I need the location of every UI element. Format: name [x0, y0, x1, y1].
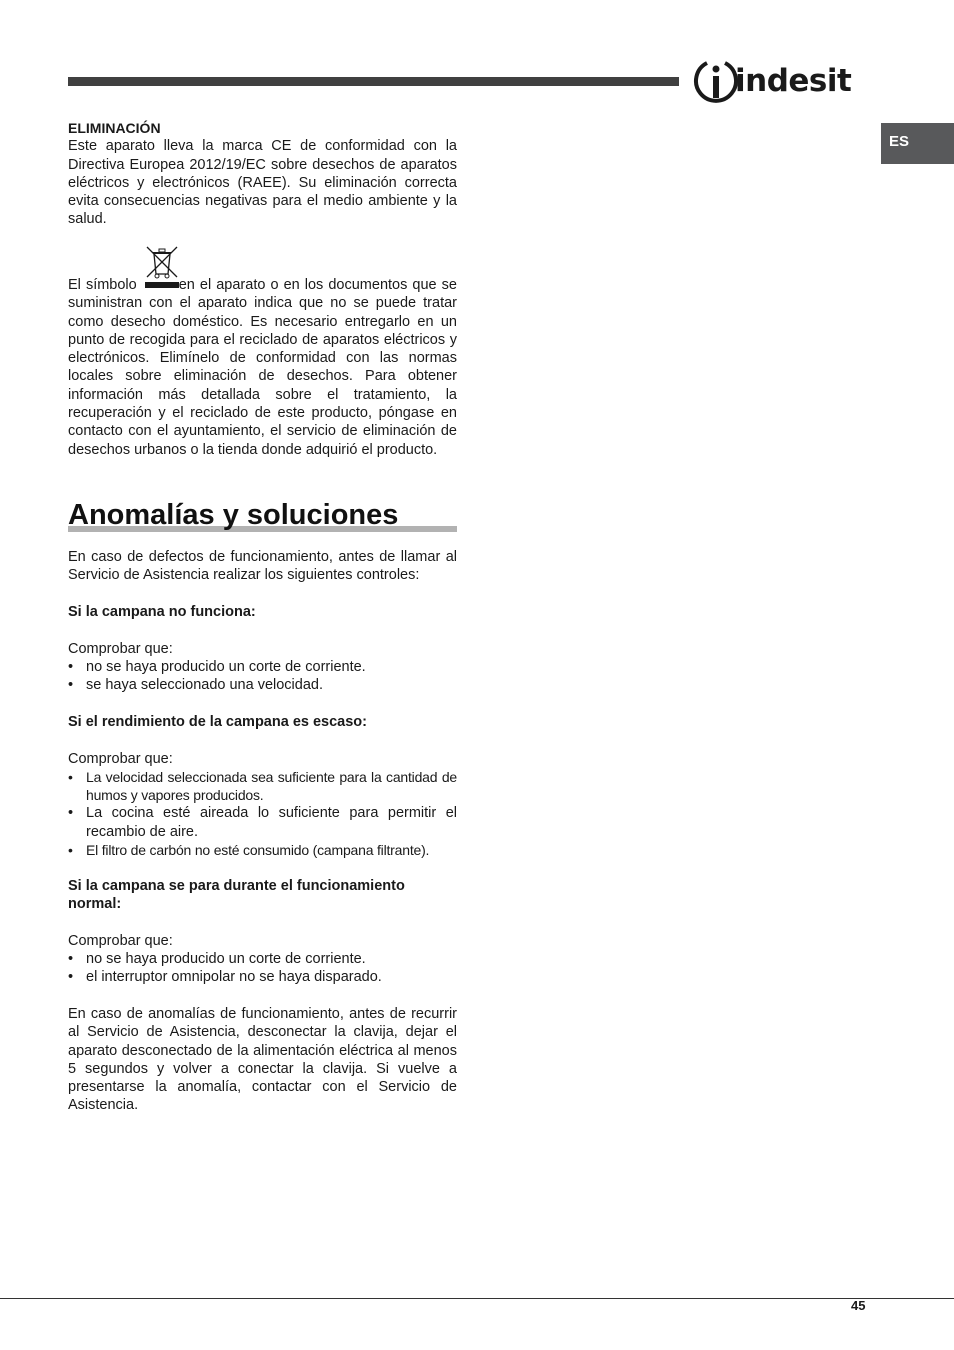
disposal-symbol-section [68, 276, 457, 459]
language-tab: ES [881, 123, 954, 164]
header-bar [68, 77, 679, 86]
case-heading: Si el rendimiento de la campana es escaso: [68, 714, 367, 730]
disposal-section [68, 119, 457, 229]
indesit-logo [693, 57, 871, 107]
case-3 [68, 877, 457, 987]
list-item: • La cocina esté aireada lo suficiente para permitir el recambio de aire. [68, 804, 457, 841]
check-list [68, 658, 457, 695]
troubleshooting-intro [68, 548, 457, 585]
list-item: • se haya seleccionado una velocidad. [68, 676, 457, 694]
page-number: 45 [851, 1298, 866, 1313]
check-label: Comprobar que: [68, 640, 173, 657]
intro-paragraph: En caso de defectos de funcionamiento, antes de llamar al Servicio de Asistencia realizar los siguientes controles: [68, 549, 457, 584]
disposal-paragraph: Este aparato lleva la marca CE de conformidad con la Directiva Europea 2012/19/EC sobre desechos de aparatos eléctricos y electrónicos (RAEE). Su eliminación correcta evita consecuencias negativas para el medio ambiente y la salud. [68, 138, 457, 228]
check-label: Comprobar que: [68, 750, 173, 767]
footer-rule [0, 1298, 954, 1299]
symbol-prefix: El símbolo [68, 277, 137, 293]
logo-mark-icon [693, 57, 739, 107]
case-heading: Si la campana se para durante el funcionamiento normal: [68, 878, 405, 913]
section-title: Anomalías y soluciones [68, 499, 399, 531]
closing-paragraph: En caso de anomalías de funcionamiento, antes de recurrir al Servicio de Asistencia, desconectar la clavija, dejar el aparato desconectado de la alimentación eléctrica al menos 5 segundos y volver a conectar la clavija. Si vuelve a presentarse la anomalía, contactar con el Servicio de Asistencia. [68, 1006, 457, 1114]
case-1 [68, 603, 457, 694]
check-list [68, 950, 457, 987]
check-label: Comprobar que: [68, 932, 173, 949]
list-item: • el interruptor omnipolar no se haya disparado. [68, 968, 457, 986]
closing-section [68, 1005, 457, 1115]
list-item: • no se haya producido un corte de corriente. [68, 658, 457, 676]
list-item: • El filtro de carbón no esté consumido (campana filtrante). [68, 841, 457, 859]
case-heading: Si la campana no funciona: [68, 604, 256, 620]
symbol-suffix: en el aparato o en los documentos que se suministran con el aparato indica que no se puede tratar como desecho doméstico. Es necesario entregarlo en un punto de recogida para el reciclado de aparatos eléctricos y electrónicos. Elimínelo de conformidad con las normas locales sobre eliminación de desechos. Para obtener información más detallada sobre el tratamiento, la recuperación y el reciclado de este producto, póngase en contacto con el ayuntamiento, el servicio de eliminación de desechos urbanos o la tienda donde adquirió el producto. [68, 277, 457, 458]
check-list [68, 768, 457, 859]
case-2 [68, 713, 457, 859]
brand-wordmark: indesit [735, 63, 852, 99]
list-item: • La velocidad seleccionada sea suficiente para la cantidad de humos y vapores producidos. [68, 768, 457, 805]
disposal-symbol-paragraph [68, 276, 457, 459]
list-item: • no se haya producido un corte de corriente. [68, 950, 457, 968]
disposal-title: ELIMINACIÓN [68, 120, 161, 136]
